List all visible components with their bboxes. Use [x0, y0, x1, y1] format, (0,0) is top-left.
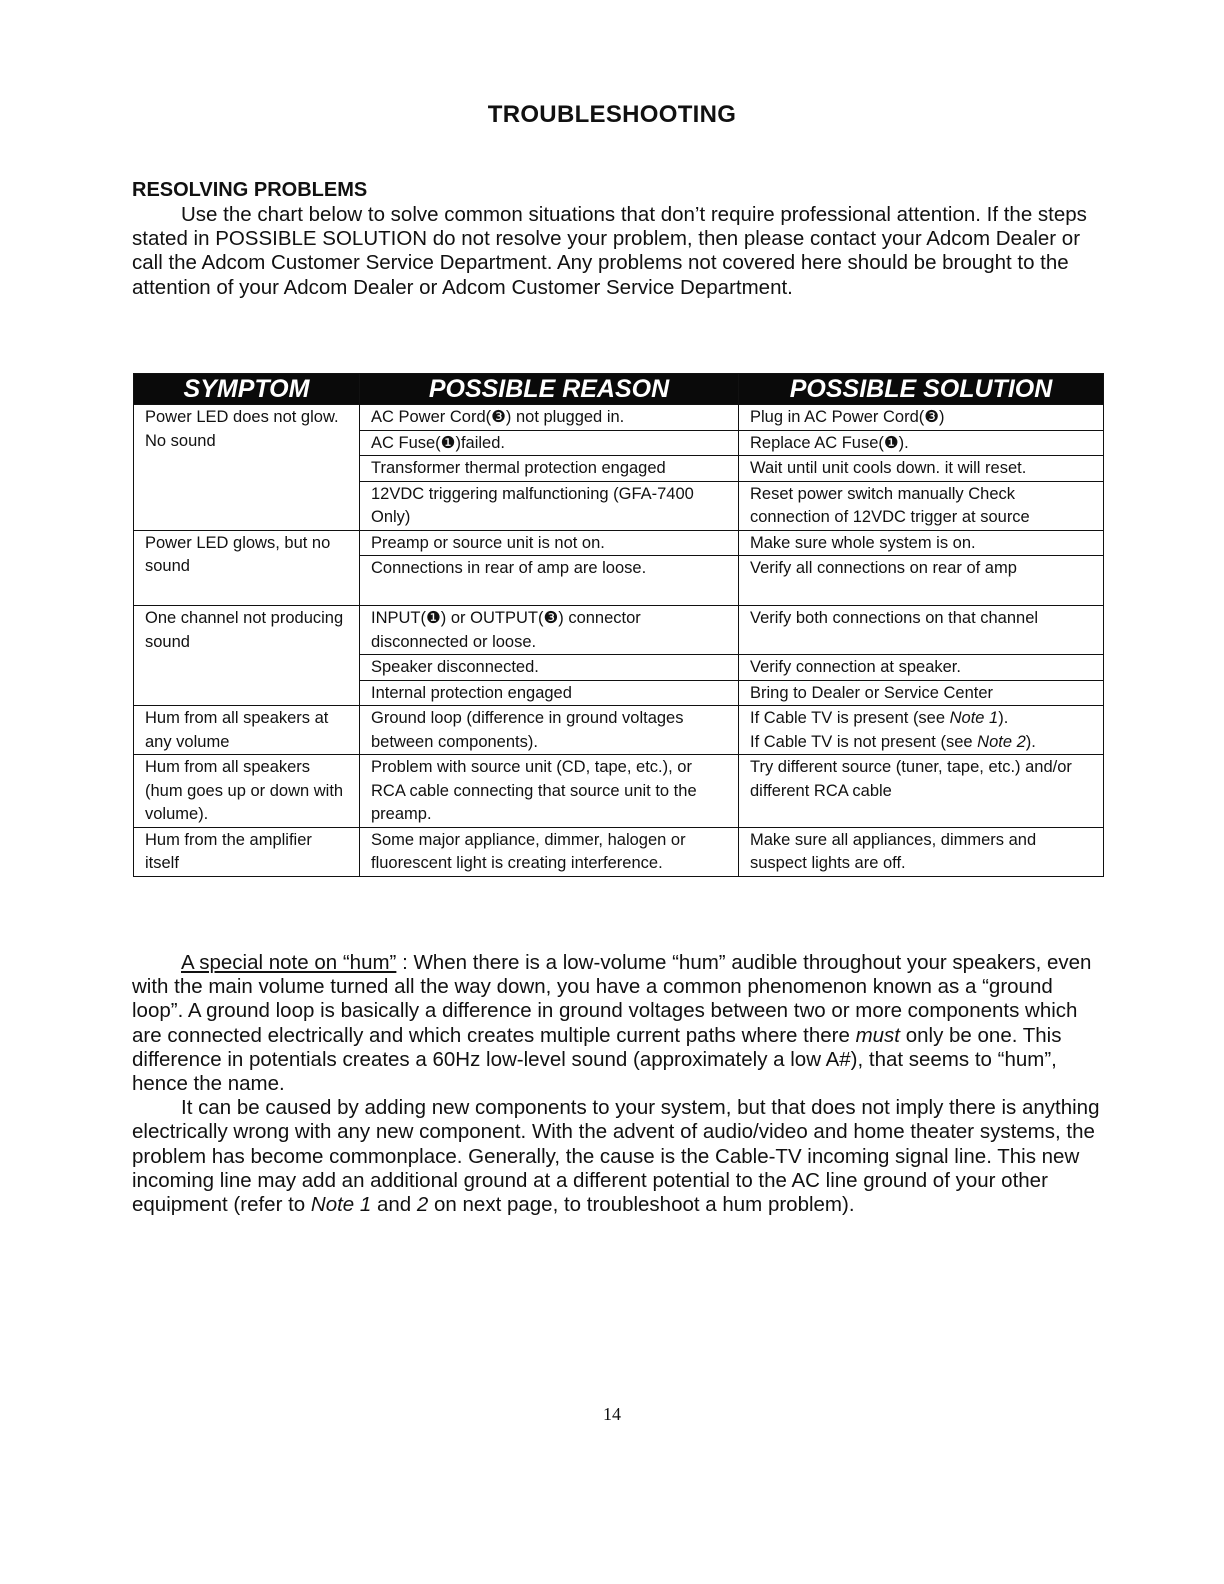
solution-cell: Wait until unit cools down. it will reset.	[739, 456, 1104, 482]
reason-cell: Connections in rear of amp are loose.	[360, 556, 739, 606]
table-row	[134, 405, 1104, 431]
hum-note-paragraph-2	[132, 1096, 1107, 1217]
solution-text: If Cable TV is not present (see	[750, 732, 978, 751]
note-reference: Note 1	[949, 709, 999, 727]
troubleshooting-table	[133, 373, 1104, 877]
symptom-cell: Hum from all speakers at any volume	[134, 706, 360, 755]
solution-cell: Try different source (tuner, tape, etc.) and/or different RCA cable	[739, 755, 1104, 828]
header-possible-solution: POSSIBLE SOLUTION	[739, 374, 1104, 405]
symptom-cell: Hum from the amplifier itself	[134, 827, 360, 876]
emphasis-text: must	[855, 1023, 901, 1047]
header-symptom: SYMPTOM	[134, 374, 360, 405]
table-header-row	[134, 374, 1104, 405]
hum-note-text: : When there is a low-volume “hum” audible throughout your speakers, even with the main volume turned all the way down, you have a common phenomenon known as a “ground loop”. A ground loop is basically a difference in ground voltages between two or more components which are connected electrically and which creates multiple current paths where there	[132, 951, 1092, 1047]
table-row	[134, 606, 1104, 655]
solution-cell: Verify both connections on that channel	[739, 606, 1104, 655]
section-heading: RESOLVING PROBLEMS	[132, 179, 368, 201]
note-reference: Note 2	[977, 732, 1026, 751]
hum-note-text: only be one. This difference in potentials creates a 60Hz low-level sound (approximately a low A#), that seems to “hum”, hence the name.	[132, 1023, 1062, 1096]
hum-note-text: It can be caused by adding new components to your system, but that does not imply there is anything electrically wrong with any new component. With the advent of audio/video and home theater systems, the problem has become commonplace. Generally, the cause is the Cable-TV incoming signal line. This new incoming line may add an additional ground at a different potential to the AC line ground of your other equipment (refer to	[132, 1096, 1100, 1217]
solution-cell: Make sure all appliances, dimmers and suspect lights are off.	[739, 827, 1104, 876]
solution-cell: Reset power switch manually Check connection of 12VDC trigger at source	[739, 481, 1104, 530]
reason-cell: Transformer thermal protection engaged	[360, 456, 739, 482]
table-row	[134, 755, 1104, 828]
solution-cell: Replace AC Fuse(❶).	[739, 430, 1104, 456]
solution-text-end: ).	[1025, 732, 1036, 751]
symptom-cell: One channel not producing sound	[134, 606, 360, 706]
reason-cell: 12VDC triggering malfunctioning (GFA-7400 Only)	[360, 481, 739, 530]
solution-line	[750, 707, 1094, 731]
reason-cell: Speaker disconnected.	[360, 655, 739, 681]
solution-text: If Cable TV is present (see	[750, 709, 950, 727]
solution-cell: Verify connection at speaker.	[739, 655, 1104, 681]
reason-cell: Internal protection engaged	[360, 680, 739, 706]
reason-cell: AC Power Cord(❸) not plugged in.	[360, 405, 739, 431]
header-possible-reason: POSSIBLE REASON	[360, 374, 739, 405]
reason-cell: Some major appliance, dimmer, halogen or fluorescent light is creating interference.	[360, 827, 739, 876]
hum-note-paragraph-1	[132, 951, 1107, 1096]
hum-note-text: and	[371, 1193, 417, 1217]
solution-cell: Make sure whole system is on.	[739, 530, 1104, 556]
solution-cell: Verify all connections on rear of amp	[739, 556, 1104, 606]
table-row	[134, 530, 1104, 556]
solution-cell	[739, 706, 1104, 755]
symptom-cell: Power LED glows, but no sound	[134, 530, 360, 606]
table-row	[134, 706, 1104, 755]
symptom-cell: Power LED does not glow. No sound	[134, 405, 360, 531]
solution-cell: Plug in AC Power Cord(❸)	[739, 405, 1104, 431]
reason-cell: Preamp or source unit is not on.	[360, 530, 739, 556]
symptom-cell: Hum from all speakers (hum goes up or down with volume).	[134, 755, 360, 828]
table-row	[134, 827, 1104, 876]
solution-text-end: ).	[998, 709, 1009, 727]
intro-text: Use the chart below to solve common situations that don’t require professional attention. If the steps stated in POSSIBLE SOLUTION do not resolve your problem, then please contact your Adcom Dealer or call the Adcom Customer Service Department. Any problems not covered here should be brought to the attention of your Adcom Dealer or Adcom Customer Service Department.	[132, 203, 1087, 299]
reason-cell: AC Fuse(❶)failed.	[360, 430, 739, 456]
reason-cell: INPUT(❶) or OUTPUT(❸) connector disconnected or loose.	[360, 606, 739, 655]
solution-cell: Bring to Dealer or Service Center	[739, 680, 1104, 706]
page-title: TROUBLESHOOTING	[487, 101, 737, 128]
note-reference: 2	[416, 1193, 429, 1217]
note-reference: Note 1	[310, 1193, 372, 1217]
reason-cell: Ground loop (difference in ground voltages between components).	[360, 706, 739, 755]
hum-note	[132, 951, 1107, 1217]
page-number: 14	[603, 1404, 621, 1424]
solution-line	[750, 731, 1094, 755]
hum-note-label: A special note on “hum”	[181, 951, 397, 974]
reason-cell: Problem with source unit (CD, tape, etc.), or RCA cable connecting that source unit to the preamp.	[360, 755, 739, 828]
intro-paragraph	[132, 203, 1107, 300]
hum-note-text: on next page, to troubleshoot a hum problem).	[428, 1193, 855, 1217]
